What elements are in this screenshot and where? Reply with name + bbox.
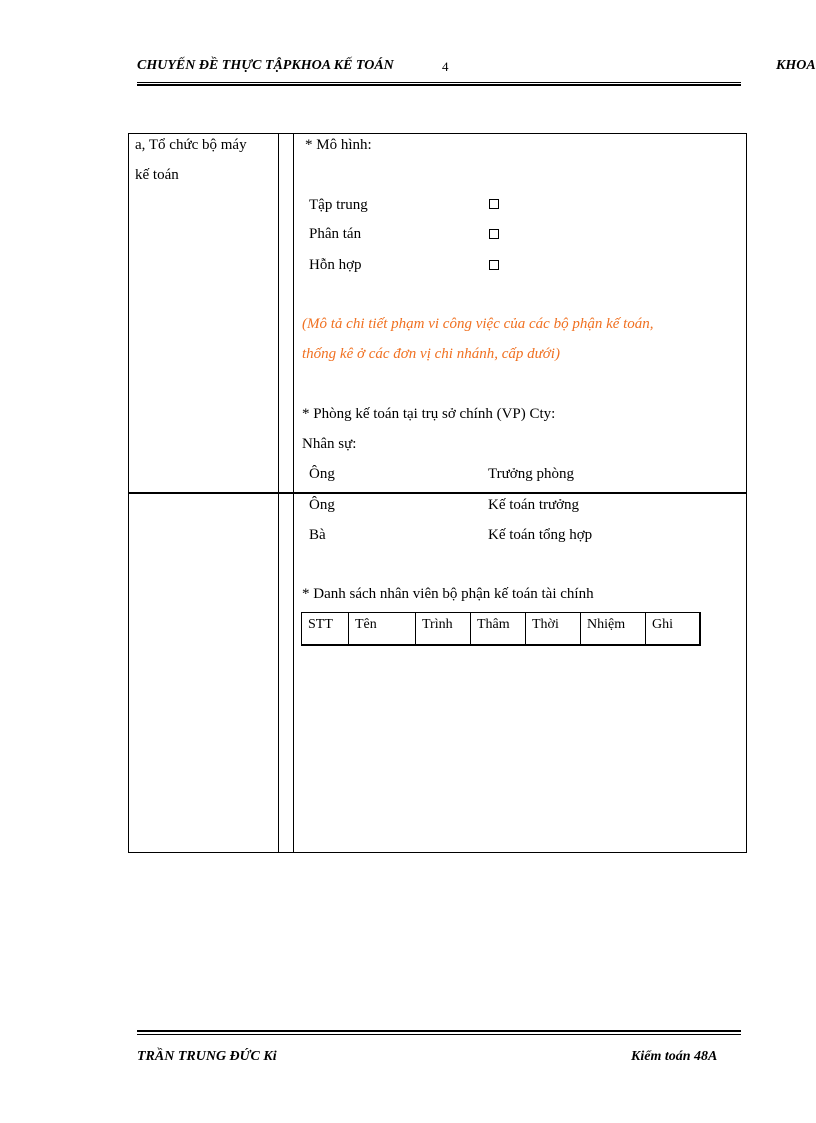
note-line1: (Mô tả chi tiết phạm vi công việc của các bộ phận kế toán,	[302, 316, 654, 332]
staff-role: Trưởng phòng	[488, 466, 574, 482]
page-number: 4	[442, 59, 449, 74]
note-line2: thống kê ở các đơn vị chi nhánh, cấp dưới)	[302, 346, 560, 362]
staff-label: Nhân sự:	[302, 436, 357, 452]
staff-list-title: * Danh sách nhân viên bộ phận kế toán tài chính	[302, 586, 594, 602]
section-label-line2: kế toán	[135, 167, 179, 183]
staff-honorific: Ông	[309, 497, 335, 513]
checkbox-decentralized[interactable]	[489, 229, 499, 239]
staff-honorific: Ông	[309, 466, 335, 482]
footer-rule-thin	[137, 1034, 741, 1035]
option-label-decentralized: Phân tán	[309, 226, 362, 242]
row-divider	[128, 492, 747, 494]
column-header-seniority: Thâm	[471, 613, 526, 645]
footer-author: TRẦN TRUNG ĐỨC Ki	[137, 1049, 277, 1064]
header-right-text: KHOA	[776, 58, 816, 73]
footer-class: Kiểm toán 48A	[631, 1049, 718, 1064]
office-title: * Phòng kế toán tại trụ sở chính (VP) Cty:	[302, 406, 556, 422]
column-header-duty: Nhiệm	[581, 613, 646, 645]
section-label-line1: a, Tổ chức bộ máy	[135, 137, 247, 153]
option-label-centralized: Tập trung	[309, 197, 368, 213]
checkbox-centralized[interactable]	[489, 199, 499, 209]
header-rule-thick	[137, 82, 741, 83]
header-rule-thin	[137, 84, 741, 86]
staff-honorific: Bà	[309, 527, 326, 543]
header-title: CHUYẾN ĐỀ THỰC TẬPKHOA KẾ TOÁN	[137, 58, 394, 73]
checkbox-mixed[interactable]	[489, 260, 499, 270]
column-header-note: Ghi	[652, 617, 673, 632]
column-header-time: Thời	[526, 613, 581, 645]
column-header-education: Trình	[416, 613, 471, 645]
footer-rule-thick	[137, 1030, 741, 1032]
column-header-name: Tên	[349, 613, 416, 645]
staff-list-table	[301, 612, 701, 646]
option-label-mixed: Hỗn hợp	[309, 257, 362, 273]
staff-role: Kế toán trưởng	[488, 497, 580, 513]
staff-role: Kế toán tổng hợp	[488, 527, 593, 543]
column-header-stt: STT	[302, 613, 349, 645]
model-title: * Mô hình:	[305, 137, 372, 153]
